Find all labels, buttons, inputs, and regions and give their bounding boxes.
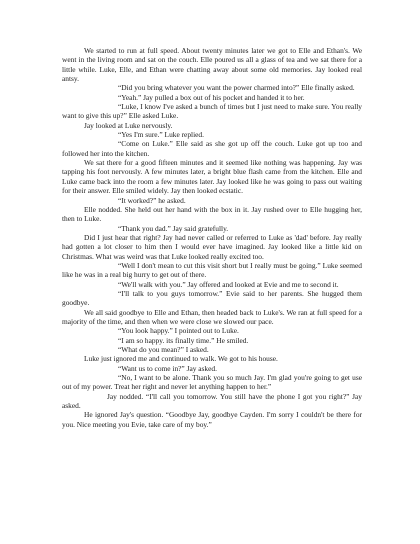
document-page (62, 46, 362, 429)
paragraph-13: “Well I don't mean to cut this visit short but I really must be going.” Luke seemed like he was in a real big hurry to get out of there. (62, 260, 362, 280)
paragraph-21: “Want us to come in?” Jay asked. (118, 363, 217, 373)
paragraph-20: Luke just ignored me and continued to walk. We got to his house. (84, 354, 278, 364)
paragraph-7: “Come on Luke.” Elle said as she got up off the couch. Luke got up too and followed her into the kitchen. (62, 139, 362, 158)
paragraph-4: “Luke, I know I've asked a bunch of times but I just need to make sure. You really want to give this up?” Elle asked Luke. (62, 102, 362, 121)
paragraph-3: “Yeah.” Jay pulled a box out of his pocket and handed it to her. (118, 92, 305, 102)
paragraph-14: “We'll walk with you.” Jay offered and looked at Evie and me to second it. (118, 279, 339, 289)
paragraph-17: “You look happy.” I pointed out to Luke. (118, 326, 239, 336)
paragraph-10: Elle nodded. She held out her hand with the box in it. Jay rushed over to Elle hugging her, then to Luke. (62, 204, 362, 224)
paragraph-22: “No, I want to be alone. Thank you so much Jay. I'm glad you're going to get use out of my power. Treat her right and never let anything happen to her.” (62, 373, 362, 392)
paragraph-24: He ignored Jay's question. “Goodbye Jay, goodbye Cayden. I'm sorry I couldn't be there for you. Nice meeting you Evie, take care of my boy.” (62, 410, 362, 429)
paragraph-18: “I am so happy. its finally time.” He smiled. (118, 335, 249, 345)
paragraph-8: We sat there for a good fifteen minutes and it seemed like nothing was happening. Jay was tapping his foot nervously. A few minutes later, a bright blue flash came from the kitchen. Elle and Luke came back into the room a few minutes later. Jay looked like he was going to pass out waiting for their answer. Elle smiled widely. Jay then looked ecstatic. (62, 158, 362, 196)
paragraph-9: “It worked?” he asked. (118, 195, 186, 205)
paragraph-19: “What do you mean?” I asked. (118, 345, 209, 354)
paragraph-1: We started to run at full speed. About twenty minutes later we got to Elle and Ethan's. We went in the living room and sat on the couch. Elle poured us all a glass of tea and we sat there for a little while. Luke, Elle, and Ethan were chatting away about some old memories. Jay looked real antsy. (62, 46, 362, 84)
paragraph-11: “Thank you dad.” Jay said gratefully. (118, 223, 229, 233)
paragraph-5: Jay looked at Luke nervously. (84, 120, 173, 130)
paragraph-16: We all said goodbye to Elle and Ethan, then headed back to Luke's. We ran at full speed for a majority of the time, and then when we were close we slowed our pace. (62, 307, 362, 326)
paragraph-23: Jay nodded. “I'll call you tomorrow. You still have the phone I got you right?” Jay asked. (62, 391, 362, 411)
paragraph-12: Did I just hear that right? Jay had never called or referred to Luke as 'dad' before. Jay really had gotten a lot closer to him then I would ever have imagined. Jay looked like a little kid on Christmas. What was weird was that Luke looked really excited too. (62, 232, 362, 261)
paragraph-2: “Did you bring whatever you want the power charmed into?” Elle finally asked. (118, 83, 355, 93)
paragraph-6: “Yes I'm sure.” Luke replied. (118, 130, 204, 140)
paragraph-15: “I'll talk to you guys tomorrow.” Evie said to her parents. She hugged them goodbye. (62, 288, 362, 308)
